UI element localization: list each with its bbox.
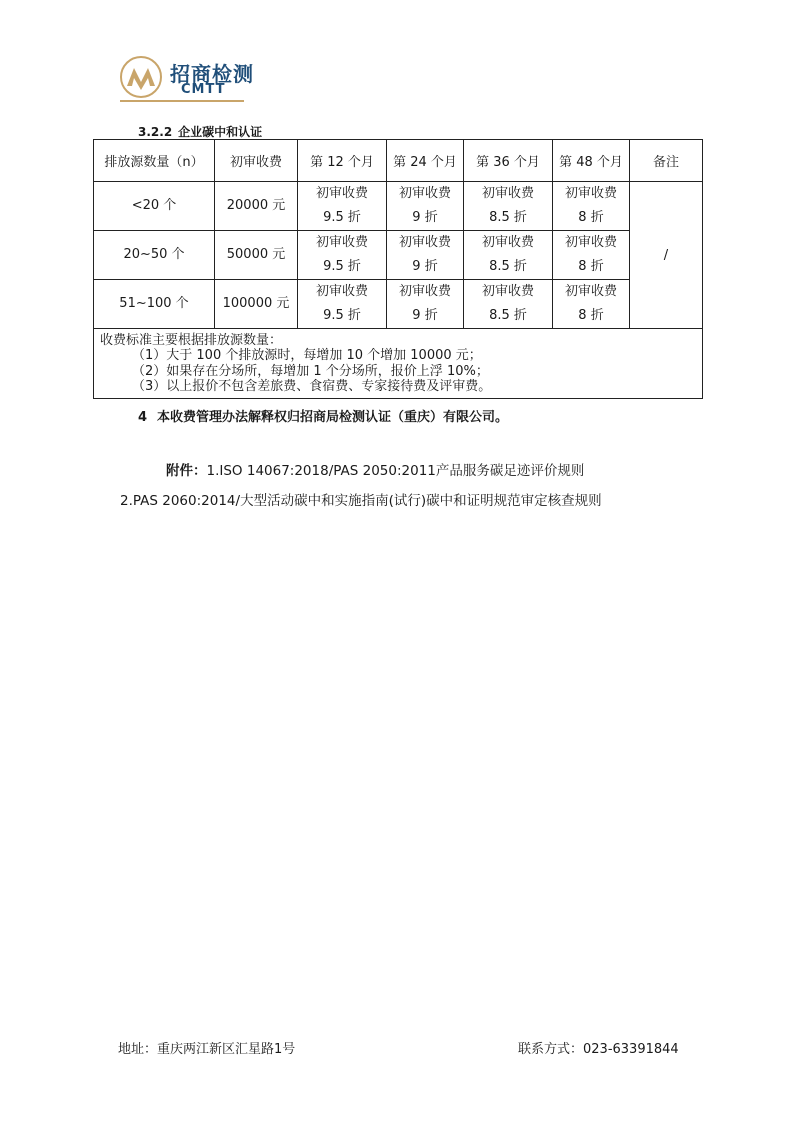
attachment-item: 1.ISO 14067:2018/PAS 2050:2011产品服务碳足迹评价规则 xyxy=(206,463,585,479)
note-item: （3）以上报价不包含差旅费、食宿费、专家接待费及评审费。 xyxy=(132,379,492,394)
discount-cell: 初审收费 9.5 折 xyxy=(298,231,387,280)
fee-cell: 20000 元 xyxy=(215,182,298,231)
table-row xyxy=(94,280,703,329)
clause-text: 本收费管理办法解释权归招商局检测认证（重庆）有限公司。 xyxy=(157,410,509,425)
fee-table xyxy=(93,139,703,399)
table-header-row xyxy=(94,140,703,182)
table-row xyxy=(94,182,703,231)
header-cell: 备注 xyxy=(630,140,703,182)
discount-cell: 初审收费 9.5 折 xyxy=(298,182,387,231)
note-item: （1）大于 100 个排放源时，每增加 10 个增加 10000 元； xyxy=(132,348,482,363)
section-number: 3.2.2 xyxy=(138,125,173,139)
logo-underline xyxy=(120,100,244,102)
table-row xyxy=(94,231,703,280)
clause-interpretation xyxy=(138,406,508,425)
header-cell: 排放源数量（n） xyxy=(94,140,215,182)
remark-cell: / xyxy=(630,182,703,329)
discount-cell: 初审收费 9 折 xyxy=(387,182,464,231)
discount-cell: 初审收费 8 折 xyxy=(553,231,630,280)
header-cell: 第 12 个月 xyxy=(298,140,387,182)
clause-number: 4 xyxy=(138,410,148,425)
range-cell: 20~50 个 xyxy=(94,231,215,280)
range-cell: <20 个 xyxy=(94,182,215,231)
discount-cell: 初审收费 8.5 折 xyxy=(464,280,553,329)
header-cell: 第 36 个月 xyxy=(464,140,553,182)
section-title xyxy=(138,123,262,140)
discount-cell: 初审收费 9 折 xyxy=(387,280,464,329)
range-cell: 51~100 个 xyxy=(94,280,215,329)
discount-cell: 初审收费 8 折 xyxy=(553,280,630,329)
discount-cell: 初审收费 9.5 折 xyxy=(298,280,387,329)
header-cell: 初审收费 xyxy=(215,140,298,182)
attachment-item: 2.PAS 2060:2014/大型活动碳中和实施指南(试行)碳中和证明规范审定核查规则 xyxy=(120,493,602,509)
discount-cell: 初审收费 8.5 折 xyxy=(464,231,553,280)
notes-intro: 收费标准主要根据排放源数量： xyxy=(100,332,283,348)
cmtt-emblem-icon xyxy=(118,52,168,102)
attachment-label: 附件： xyxy=(166,463,207,479)
discount-cell: 初审收费 9 折 xyxy=(387,231,464,280)
attachment-line-1 xyxy=(166,459,584,479)
header-cell: 第 24 个月 xyxy=(387,140,464,182)
footer-contact: 联系方式：023-63391844 xyxy=(518,1042,679,1057)
discount-cell: 初审收费 8 折 xyxy=(553,182,630,231)
table-notes-row xyxy=(94,329,703,399)
notes-cell xyxy=(94,329,703,399)
fee-cell: 50000 元 xyxy=(215,231,298,280)
footer-address: 地址：重庆两江新区汇星路1号 xyxy=(118,1042,296,1057)
section-title-text: 企业碳中和认证 xyxy=(178,125,263,139)
fee-cell: 100000 元 xyxy=(215,280,298,329)
logo-english-name: CMTT xyxy=(181,82,226,97)
discount-cell: 初审收费 8.5 折 xyxy=(464,182,553,231)
logo-chinese-name: 招商检测 xyxy=(170,62,254,86)
note-item: （2）如果存在分场所，每增加 1 个分场所，报价上浮 10%； xyxy=(132,363,489,379)
header-cell: 第 48 个月 xyxy=(553,140,630,182)
